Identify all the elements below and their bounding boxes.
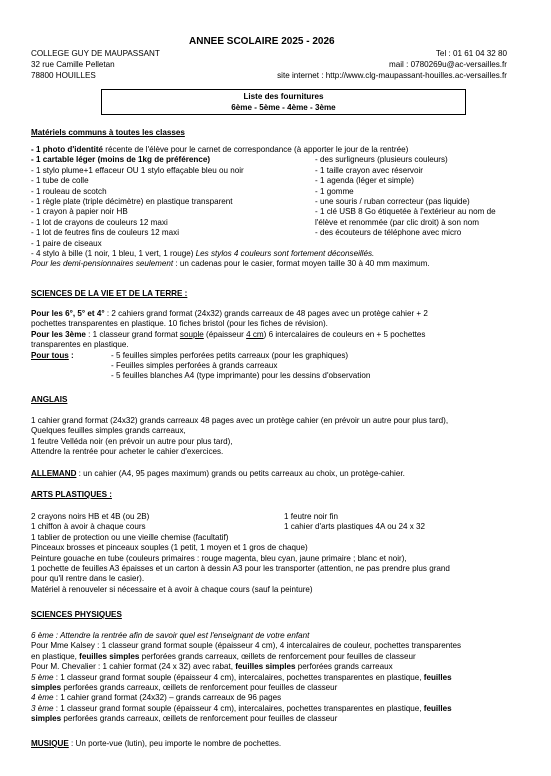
svt-section [31,309,531,382]
svt-line: Pour les 6°, 5° et 4° : 2 cahiers grand format (24x32) grands carreaux de 48 pages avec un protège cahier + 2 [31,309,428,318]
list-item: - 1 lot de crayons de couleurs 12 maxi [31,217,168,227]
arts-line: Pinceaux brosses et pinceaux souples (1 petit, 1 moyen et 1 gros de chaque) [31,543,308,553]
arts-line: Peinture gouache en tube (couleurs primaires : rouge magenta, bleu cyan, jaune primaire ; blanc et noir), [31,553,407,563]
svt-heading: SCIENCES DE LA VIE ET DE LA TERRE : [31,289,188,298]
physique-heading: SCIENCES PHYSIQUES [31,610,122,619]
anglais-heading: ANGLAIS [31,395,68,404]
list-item: - Feuilles simples perforées à grands carreaux [111,361,278,371]
physique-line: Pour M. Chevalier : 1 cahier format (24 x 32) avec rabat, feuilles simples perforées grands carreaux [31,662,393,672]
physique-line: 4 ème : 1 cahier grand format (24x32) – grands carreaux de 96 pages [31,693,282,703]
school-name: COLLEGE GUY DE MAUPASSANT [31,49,160,58]
pens-line: - 4 stylo à bille (1 noir, 1 bleu, 1 vert, 1 rouge) Les stylos 4 couleurs sont fortement déconseillés. [31,249,375,259]
list-item: - 1 lot de feutres fins de couleurs 12 maxi [31,228,180,238]
physique-line: simples perforées grands carreaux, œillets de renforcement pour feuilles de classeur [31,714,338,724]
svt-line: pochettes transparentes en plastique. 10 fiches bristol (pour les fiches de révision). [31,319,328,329]
school-street: 32 rue Camille Pelletan [31,60,115,69]
list-item: - 5 feuilles simples perforées petits carreaux (pour les graphiques) [111,350,349,360]
physique-line: 5 ème : 1 classeur grand format souple (épaisseur 4 cm), intercalaires, pochettes transparentes en plastique, feuilles [31,672,452,682]
svt-line: transparentes en plastique. [31,340,129,350]
school-year-title: ANNEE SCOLAIRE 2025 - 2026 [189,36,335,47]
list-item: - 1 stylo plume+1 effaceur OU 1 stylo effaçable bleu ou noir [31,165,244,175]
list-item: l'élève et renommée (par clic droit) à son nom [315,217,479,227]
physique-line: 3 ème : 1 classeur grand format souple (épaisseur 4 cm), intercalaires, pochettes transparentes en plastique, feuilles [31,703,452,713]
school-website: site internet : http://www.clg-maupassant-houilles.ac-versailles.fr [277,71,507,80]
anglais-section [31,416,531,458]
list-item: - 1 agenda (léger et simple) [315,176,414,186]
physique-line: en plastique, feuilles simples perforées grands carreaux, œillets de renforcement pour feuilles de classeur [31,651,416,661]
physique-intro: 6 ème : Attendre la rentrée afin de savoir quel est l'enseignant de votre enfant [31,631,310,640]
school-phone: Tel : 01 61 04 32 80 [435,49,507,58]
arts-row: 2 crayons noirs HB et 4B (ou 2B) 1 feutre noir fin [31,512,338,521]
list-item: - 1 règle plate (triple décimètre) en plastique transparent [31,197,233,207]
half-board-line: Pour les demi-pensionnaires seulement : un cadenas pour le casier, format moyen taille 30 à 40 mm maximum. [31,259,430,269]
musique-line: MUSIQUE : Un porte-vue (lutin), peu importe le nombre de pochettes. [31,739,282,748]
physique-section [31,631,531,725]
list-item: - 1 gomme [315,186,354,196]
anglais-line: 1 cahier grand format (24x32) grands carreaux 48 pages avec un protège cahier (en prévoir un autre pour plus tard), [31,416,449,425]
musique-label: MUSIQUE [31,739,69,748]
physique-line: Pour Mme Kalsey : 1 classeur grand format souple (épaisseur 4 cm), 4 intercalaires de couleur, pochettes transparentes [31,641,462,651]
list-item: - une souris / ruban correcteur (pas liquide) [315,197,470,207]
list-item: - 1 taille crayon avec réservoir [315,165,423,175]
allemand-line: ALLEMAND : un cahier (A4, 95 pages maximum) grands ou petits carreaux au choix, un protège-cahier. [31,469,405,478]
arts-line: pour qu'il rentre dans le casier). [31,574,145,584]
arts-line: 1 tablier de protection ou une vieille chemise (facultatif) [31,532,229,542]
svt-all-row: Pour tous : - 5 feuilles simples perforées petits carreaux (pour les graphiques) [31,350,349,360]
physique-line: simples perforées grands carreaux, œillets de renforcement pour feuilles de classeur [31,683,338,693]
list-item: - 1 photo d'identité récente de l'élève pour le carnet de correspondance (à apporter le jour de la rentrée) [31,145,409,154]
list-item: - 1 clé USB 8 Go étiquetée à l'extérieur au nom de [315,207,496,217]
list-item: - 1 rouleau de scotch [31,186,107,196]
svt-line: Pour les 3ème : 1 classeur grand format souple (épaisseur 4 cm) 6 intercalaires de couleurs en + 5 pochettes [31,329,426,339]
anglais-line: 1 feutre Velléda noir (en prévoir un autre pour plus tard), [31,436,233,446]
allemand-label: ALLEMAND [31,469,77,478]
common-materials-heading: Matériels communs à toutes les classes [31,128,185,137]
anglais-line: Quelques feuilles simples grands carreaux, [31,426,186,436]
arts-section [31,512,531,595]
supplies-list-title: Liste des fournitures [243,92,324,101]
arts-line: Matériel à renouveler si nécessaire et à avoir à chaque cours (sauf la peinture) [31,584,313,594]
arts-heading: ARTS PLASTIQUES : [31,490,112,499]
list-item: - 1 cartable léger (moins de 1kg de préférence) [31,155,211,165]
supplies-list-box [101,89,466,115]
supplies-list-grades: 6ème - 5ème - 4ème - 3ème [231,102,336,112]
list-item: - des écouteurs de téléphone avec micro [315,228,462,238]
anglais-line: Attendre la rentrée pour acheter le cahier d'exercices. [31,447,224,457]
common-materials-right [315,155,496,238]
list-item: - 1 crayon à papier noir HB [31,207,128,217]
list-item: - 5 feuilles blanches A4 (type imprimante) pour les dessins d'observation [111,371,371,381]
arts-row: 1 chiffon à avoir à chaque cours 1 cahier d'arts plastiques 4A ou 24 x 32 [31,522,426,532]
school-mail: mail : 0780269u@ac-versailles.fr [389,60,507,69]
school-city: 78800 HOUILLES [31,71,96,80]
arts-line: 1 pochette de feuilles A3 épaisses et un carton à dessin A3 pour les transporter (attention, ne pas prendre plus grand [31,564,450,574]
list-item: - des surligneurs (plusieurs couleurs) [315,155,448,165]
list-item: - 1 paire de ciseaux [31,238,102,248]
list-item: - 1 tube de colle [31,176,89,186]
